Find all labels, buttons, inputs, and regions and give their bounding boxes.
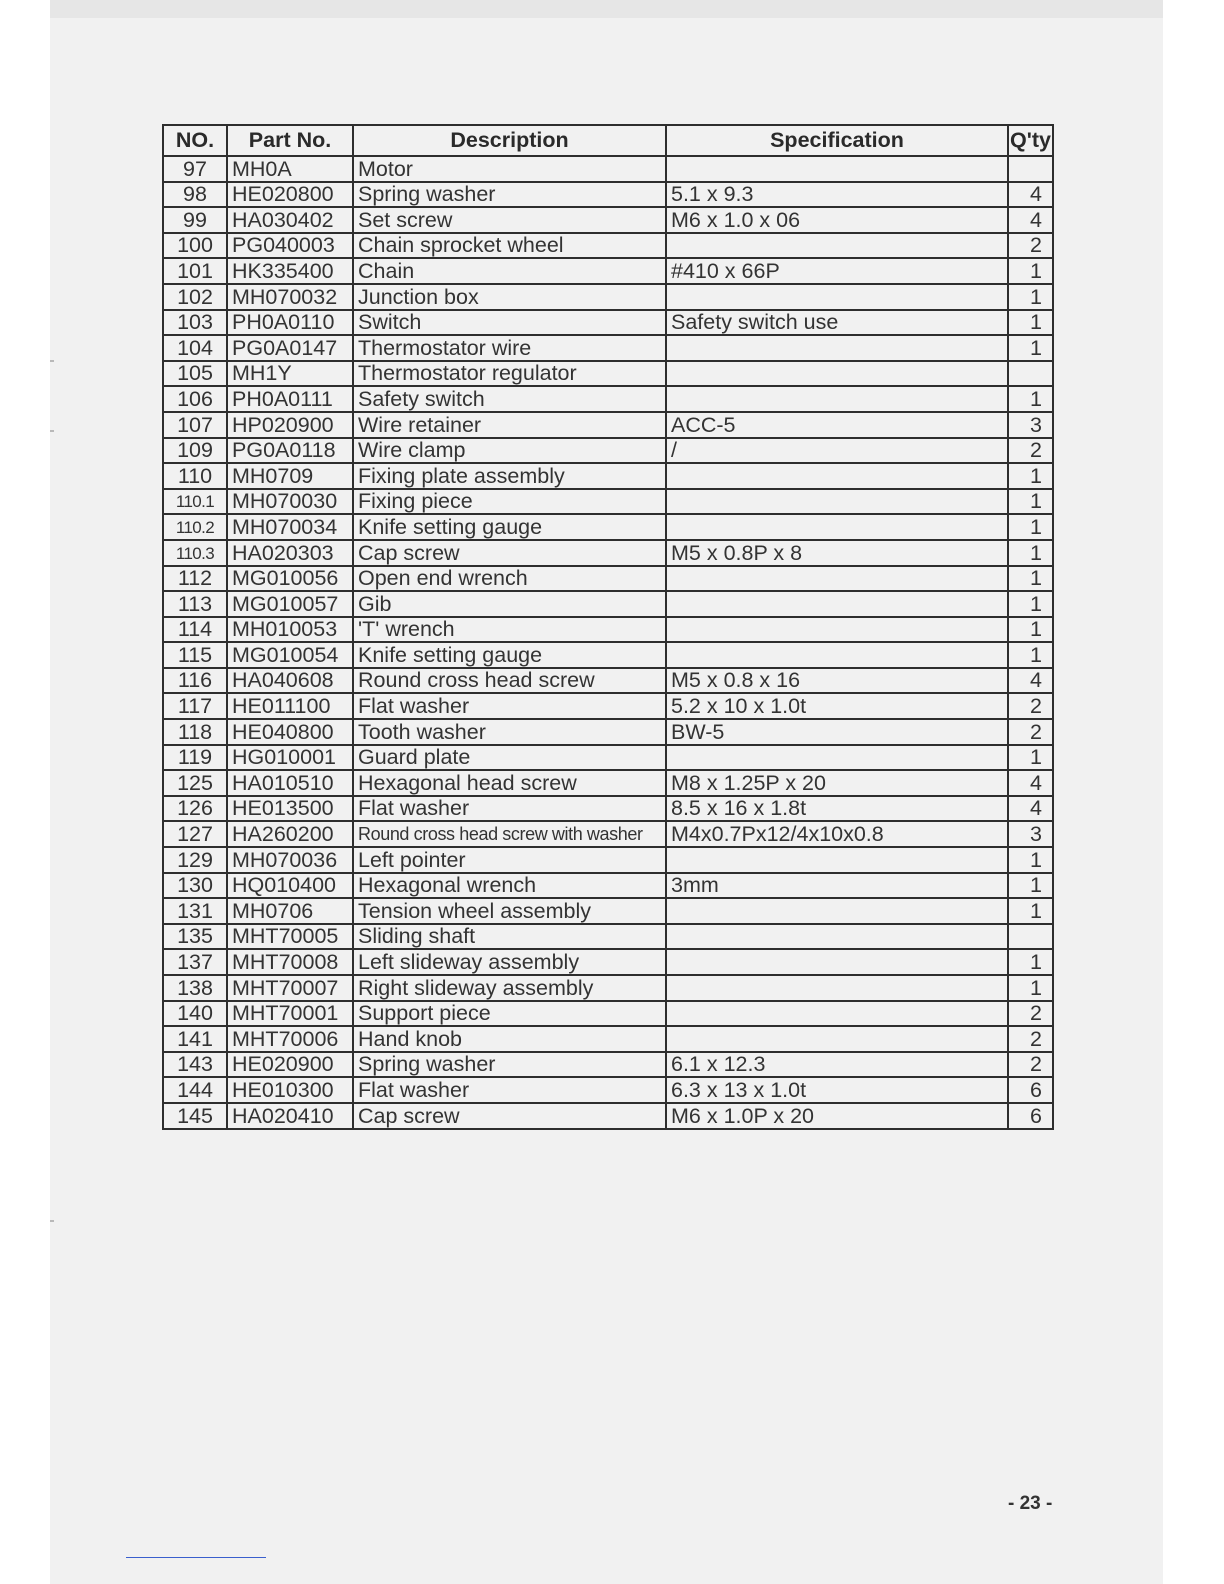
- cell-specification: [666, 335, 1008, 361]
- cell-quantity: 1: [1008, 898, 1053, 924]
- cell-quantity: 1: [1008, 642, 1053, 668]
- table-row: [163, 514, 1053, 540]
- table-header-row: [163, 125, 1053, 156]
- cell-no: 138: [163, 975, 227, 1001]
- cell-no: 127: [163, 821, 227, 847]
- cell-part-no: PG040003: [227, 233, 353, 259]
- cell-quantity: 1: [1008, 463, 1053, 489]
- cell-quantity: 2: [1008, 233, 1053, 259]
- cell-description: Spring washer: [353, 182, 666, 208]
- cell-part-no: MH070030: [227, 489, 353, 515]
- table-row: [163, 873, 1053, 899]
- cell-part-no: HG010001: [227, 745, 353, 771]
- cell-no: 100: [163, 233, 227, 259]
- cell-quantity: 2: [1008, 1001, 1053, 1027]
- cell-part-no: HE020900: [227, 1052, 353, 1078]
- cell-part-no: MHT70005: [227, 924, 353, 950]
- cell-description: Thermostator wire: [353, 335, 666, 361]
- cell-part-no: MG010056: [227, 566, 353, 592]
- table-row: [163, 745, 1053, 771]
- cell-quantity: 1: [1008, 540, 1053, 566]
- cell-description: 'T' wrench: [353, 617, 666, 643]
- table-row: [163, 463, 1053, 489]
- cell-no: 129: [163, 847, 227, 873]
- cell-description: Flat washer: [353, 796, 666, 822]
- cell-specification: 5.1 x 9.3: [666, 182, 1008, 208]
- cell-part-no: MH070034: [227, 514, 353, 540]
- cell-specification: [666, 591, 1008, 617]
- cell-description: Motor: [353, 156, 666, 182]
- cell-part-no: HE013500: [227, 796, 353, 822]
- cell-quantity: 4: [1008, 668, 1053, 694]
- cell-part-no: HA030402: [227, 207, 353, 233]
- cell-specification: [666, 386, 1008, 412]
- cell-part-no: HK335400: [227, 258, 353, 284]
- cell-specification: [666, 1026, 1008, 1052]
- cell-description: Gib: [353, 591, 666, 617]
- cell-part-no: MH0709: [227, 463, 353, 489]
- cell-no: 112: [163, 566, 227, 592]
- cell-quantity: 3: [1008, 821, 1053, 847]
- cell-specification: 6.1 x 12.3: [666, 1052, 1008, 1078]
- cell-part-no: MHT70008: [227, 949, 353, 975]
- cell-description: Thermostator regulator: [353, 361, 666, 387]
- scan-mark: [50, 430, 54, 432]
- table-row: [163, 412, 1053, 438]
- cell-no: 131: [163, 898, 227, 924]
- cell-description: Safety switch: [353, 386, 666, 412]
- cell-no: 140: [163, 1001, 227, 1027]
- cell-specification: [666, 949, 1008, 975]
- cell-part-no: HP020900: [227, 412, 353, 438]
- cell-quantity: 4: [1008, 207, 1053, 233]
- cell-quantity: 2: [1008, 719, 1053, 745]
- cell-specification: [666, 156, 1008, 182]
- table-row: [163, 233, 1053, 259]
- table-row: [163, 258, 1053, 284]
- table-row: [163, 182, 1053, 208]
- cell-specification: M8 x 1.25P x 20: [666, 770, 1008, 796]
- cell-description: Open end wrench: [353, 566, 666, 592]
- cell-description: Guard plate: [353, 745, 666, 771]
- cell-part-no: HE011100: [227, 693, 353, 719]
- cell-no: 143: [163, 1052, 227, 1078]
- cell-part-no: HA010510: [227, 770, 353, 796]
- cell-no: 99: [163, 207, 227, 233]
- cell-quantity: 1: [1008, 847, 1053, 873]
- cell-specification: M4x0.7Px12/4x10x0.8: [666, 821, 1008, 847]
- cell-specification: /: [666, 438, 1008, 464]
- cell-part-no: MH1Y: [227, 361, 353, 387]
- cell-description: Support piece: [353, 1001, 666, 1027]
- scan-margin-left: [0, 0, 50, 1584]
- cell-description: Knife setting gauge: [353, 514, 666, 540]
- table-row: [163, 668, 1053, 694]
- cell-description: Sliding shaft: [353, 924, 666, 950]
- cell-description: Knife setting gauge: [353, 642, 666, 668]
- cell-specification: [666, 1001, 1008, 1027]
- cell-quantity: 6: [1008, 1077, 1053, 1103]
- cell-no: 119: [163, 745, 227, 771]
- cell-part-no: PH0A0110: [227, 310, 353, 336]
- cell-no: 113: [163, 591, 227, 617]
- cell-description: Wire retainer: [353, 412, 666, 438]
- table-row: [163, 386, 1053, 412]
- cell-description: Junction box: [353, 284, 666, 310]
- cell-part-no: HA260200: [227, 821, 353, 847]
- cell-specification: Safety switch use: [666, 310, 1008, 336]
- cell-description: Fixing piece: [353, 489, 666, 515]
- cell-no: 141: [163, 1026, 227, 1052]
- cell-description: Wire clamp: [353, 438, 666, 464]
- cell-quantity: 1: [1008, 745, 1053, 771]
- cell-quantity: 1: [1008, 617, 1053, 643]
- cell-description: Hexagonal wrench: [353, 873, 666, 899]
- cell-specification: [666, 566, 1008, 592]
- cell-specification: M5 x 0.8 x 16: [666, 668, 1008, 694]
- cell-description: Chain: [353, 258, 666, 284]
- cell-quantity: 2: [1008, 1026, 1053, 1052]
- cell-description: Flat washer: [353, 693, 666, 719]
- cell-specification: [666, 489, 1008, 515]
- cell-part-no: MG010054: [227, 642, 353, 668]
- cell-specification: [666, 975, 1008, 1001]
- cell-no: 105: [163, 361, 227, 387]
- cell-quantity: 1: [1008, 258, 1053, 284]
- header-description: Description: [353, 125, 666, 156]
- cell-specification: 8.5 x 16 x 1.8t: [666, 796, 1008, 822]
- table-row: [163, 924, 1053, 950]
- cell-quantity: 4: [1008, 796, 1053, 822]
- table-row: [163, 207, 1053, 233]
- cell-part-no: HA020303: [227, 540, 353, 566]
- cell-part-no: MH070032: [227, 284, 353, 310]
- cell-part-no: MHT70006: [227, 1026, 353, 1052]
- cell-quantity: 4: [1008, 770, 1053, 796]
- cell-no: 114: [163, 617, 227, 643]
- table-row: [163, 642, 1053, 668]
- cell-specification: 6.3 x 13 x 1.0t: [666, 1077, 1008, 1103]
- cell-part-no: PG0A0147: [227, 335, 353, 361]
- cell-part-no: PH0A0111: [227, 386, 353, 412]
- cell-specification: M6 x 1.0 x 06: [666, 207, 1008, 233]
- parts-table-body: [163, 156, 1053, 1129]
- cell-no: 126: [163, 796, 227, 822]
- footer-link-underline: [126, 1557, 266, 1558]
- page-number: - 23 -: [1008, 1493, 1053, 1514]
- cell-quantity: 1: [1008, 873, 1053, 899]
- cell-specification: 3mm: [666, 873, 1008, 899]
- cell-specification: [666, 745, 1008, 771]
- cell-specification: [666, 847, 1008, 873]
- table-row: [163, 566, 1053, 592]
- table-row: [163, 489, 1053, 515]
- cell-description: Hand knob: [353, 1026, 666, 1052]
- cell-description: Flat washer: [353, 1077, 666, 1103]
- table-row: [163, 898, 1053, 924]
- scan-margin-right: [1163, 0, 1224, 1584]
- cell-part-no: MHT70001: [227, 1001, 353, 1027]
- header-part-no: Part No.: [227, 125, 353, 156]
- table-row: [163, 1103, 1053, 1129]
- cell-quantity: 1: [1008, 489, 1053, 515]
- cell-part-no: HE010300: [227, 1077, 353, 1103]
- cell-part-no: PG0A0118: [227, 438, 353, 464]
- table-row: [163, 1077, 1053, 1103]
- cell-description: Right slideway assembly: [353, 975, 666, 1001]
- cell-no: 117: [163, 693, 227, 719]
- table-row: [163, 847, 1053, 873]
- cell-description: Switch: [353, 310, 666, 336]
- cell-description: Fixing plate assembly: [353, 463, 666, 489]
- cell-part-no: HA040608: [227, 668, 353, 694]
- cell-specification: M5 x 0.8P x 8: [666, 540, 1008, 566]
- cell-no: 125: [163, 770, 227, 796]
- table-row: [163, 975, 1053, 1001]
- cell-quantity: 1: [1008, 975, 1053, 1001]
- cell-specification: 5.2 x 10 x 1.0t: [666, 693, 1008, 719]
- cell-quantity: 1: [1008, 335, 1053, 361]
- cell-quantity: 1: [1008, 566, 1053, 592]
- cell-specification: [666, 463, 1008, 489]
- cell-no: 115: [163, 642, 227, 668]
- cell-description: Left slideway assembly: [353, 949, 666, 975]
- cell-quantity: 2: [1008, 438, 1053, 464]
- cell-description: Cap screw: [353, 540, 666, 566]
- cell-quantity: [1008, 156, 1053, 182]
- cell-part-no: HE040800: [227, 719, 353, 745]
- cell-no: 118: [163, 719, 227, 745]
- table-row: [163, 719, 1053, 745]
- cell-no: 137: [163, 949, 227, 975]
- cell-description: Tooth washer: [353, 719, 666, 745]
- cell-description: Set screw: [353, 207, 666, 233]
- cell-no: 110: [163, 463, 227, 489]
- table-row: [163, 693, 1053, 719]
- cell-no: 110.3: [163, 540, 227, 566]
- cell-quantity: [1008, 361, 1053, 387]
- table-row: [163, 821, 1053, 847]
- scan-mark: [50, 360, 54, 362]
- cell-specification: [666, 617, 1008, 643]
- cell-no: 104: [163, 335, 227, 361]
- cell-specification: [666, 361, 1008, 387]
- table-row: [163, 438, 1053, 464]
- scan-mark: [50, 1220, 54, 1222]
- cell-no: 135: [163, 924, 227, 950]
- cell-part-no: HA020410: [227, 1103, 353, 1129]
- cell-description: Chain sprocket wheel: [353, 233, 666, 259]
- cell-no: 101: [163, 258, 227, 284]
- cell-quantity: 4: [1008, 182, 1053, 208]
- table-row: [163, 310, 1053, 336]
- cell-description: Hexagonal head screw: [353, 770, 666, 796]
- cell-specification: [666, 514, 1008, 540]
- cell-no: 110.1: [163, 489, 227, 515]
- table-row: [163, 1001, 1053, 1027]
- cell-description: Spring washer: [353, 1052, 666, 1078]
- cell-specification: [666, 898, 1008, 924]
- cell-quantity: [1008, 924, 1053, 950]
- cell-part-no: HQ010400: [227, 873, 353, 899]
- cell-quantity: 2: [1008, 693, 1053, 719]
- cell-specification: BW-5: [666, 719, 1008, 745]
- cell-quantity: 6: [1008, 1103, 1053, 1129]
- cell-no: 109: [163, 438, 227, 464]
- cell-part-no: MG010057: [227, 591, 353, 617]
- table-row: [163, 156, 1053, 182]
- table-row: [163, 284, 1053, 310]
- header-specification: Specification: [666, 125, 1008, 156]
- cell-quantity: 1: [1008, 514, 1053, 540]
- cell-quantity: 3: [1008, 412, 1053, 438]
- cell-quantity: 1: [1008, 310, 1053, 336]
- cell-specification: [666, 233, 1008, 259]
- header-quantity: Q'ty: [1008, 125, 1053, 156]
- cell-specification: [666, 924, 1008, 950]
- cell-description: Round cross head screw with washer: [353, 821, 666, 847]
- cell-no: 106: [163, 386, 227, 412]
- header-no: NO.: [163, 125, 227, 156]
- cell-quantity: 1: [1008, 284, 1053, 310]
- table-row: [163, 591, 1053, 617]
- cell-specification: [666, 284, 1008, 310]
- cell-part-no: MH0706: [227, 898, 353, 924]
- cell-part-no: MHT70007: [227, 975, 353, 1001]
- cell-part-no: MH0A: [227, 156, 353, 182]
- table-row: [163, 949, 1053, 975]
- cell-no: 144: [163, 1077, 227, 1103]
- cell-quantity: 2: [1008, 1052, 1053, 1078]
- cell-no: 116: [163, 668, 227, 694]
- cell-specification: #410 x 66P: [666, 258, 1008, 284]
- cell-description: Tension wheel assembly: [353, 898, 666, 924]
- cell-specification: M6 x 1.0P x 20: [666, 1103, 1008, 1129]
- cell-part-no: MH010053: [227, 617, 353, 643]
- table-row: [163, 540, 1053, 566]
- cell-description: Cap screw: [353, 1103, 666, 1129]
- table-row: [163, 796, 1053, 822]
- cell-part-no: MH070036: [227, 847, 353, 873]
- table-row: [163, 335, 1053, 361]
- cell-no: 97: [163, 156, 227, 182]
- parts-list-table: [162, 124, 1054, 1130]
- cell-description: Left pointer: [353, 847, 666, 873]
- cell-part-no: HE020800: [227, 182, 353, 208]
- cell-no: 98: [163, 182, 227, 208]
- cell-quantity: 1: [1008, 591, 1053, 617]
- cell-no: 107: [163, 412, 227, 438]
- cell-specification: ACC-5: [666, 412, 1008, 438]
- cell-quantity: 1: [1008, 949, 1053, 975]
- table-row: [163, 1026, 1053, 1052]
- cell-quantity: 1: [1008, 386, 1053, 412]
- cell-no: 103: [163, 310, 227, 336]
- cell-no: 102: [163, 284, 227, 310]
- cell-no: 145: [163, 1103, 227, 1129]
- cell-specification: [666, 642, 1008, 668]
- table-row: [163, 361, 1053, 387]
- table-row: [163, 617, 1053, 643]
- table-row: [163, 770, 1053, 796]
- cell-description: Round cross head screw: [353, 668, 666, 694]
- cell-no: 130: [163, 873, 227, 899]
- table-row: [163, 1052, 1053, 1078]
- cell-no: 110.2: [163, 514, 227, 540]
